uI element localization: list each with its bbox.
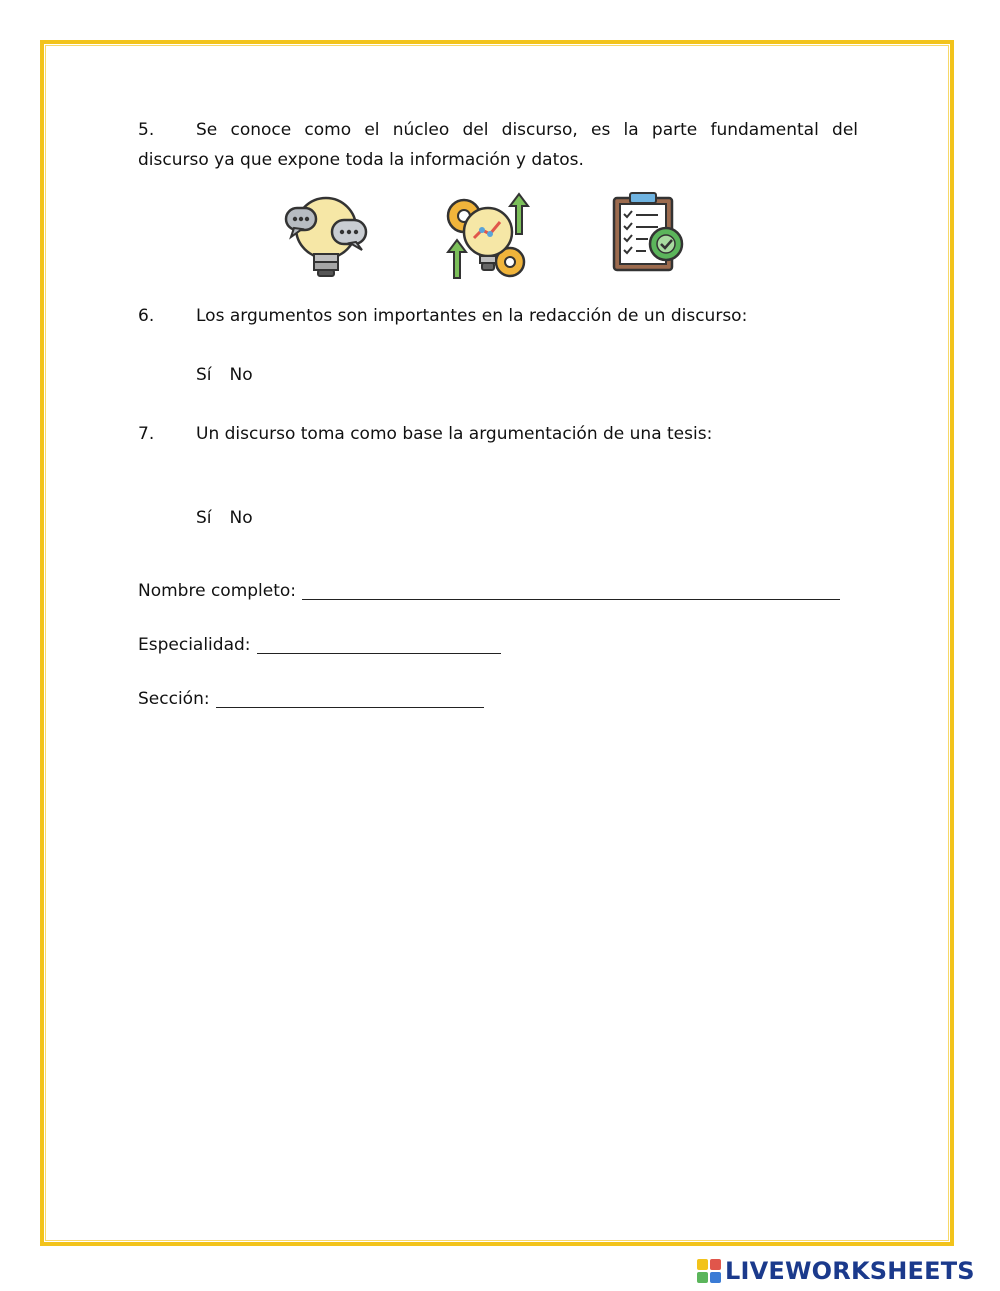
specialty-field-row <box>138 630 501 660</box>
question-6 <box>138 301 747 331</box>
question-5-number: 5. <box>138 120 155 140</box>
section-field[interactable] <box>216 687 484 708</box>
question-5-line-1 <box>138 115 858 145</box>
question-6-text: Los argumentos son importantes en la redacción de un discurso: <box>196 306 748 326</box>
question-7-option-yes[interactable]: Sí <box>196 508 212 528</box>
name-field-label: Nombre completo: <box>138 581 297 601</box>
clipboard-checklist-icon <box>610 190 690 274</box>
name-field[interactable] <box>302 579 840 600</box>
specialty-field[interactable] <box>257 633 501 654</box>
lightbulb-speech-bubbles-icon <box>282 190 372 282</box>
question-7 <box>138 419 712 449</box>
section-field-label: Sección: <box>138 689 210 709</box>
question-7-text: Un discurso toma como base la argumentación de una tesis: <box>196 424 713 444</box>
question-5 <box>138 115 858 175</box>
question-6-number: 6. <box>138 306 155 326</box>
question-6-options <box>196 360 271 390</box>
question-6-option-yes[interactable]: Sí <box>196 365 212 385</box>
name-field-row <box>138 576 840 606</box>
question-6-option-no[interactable]: No <box>229 365 253 385</box>
liveworksheets-logo <box>697 1256 975 1286</box>
section-field-row <box>138 684 484 714</box>
question-7-options <box>196 503 271 533</box>
liveworksheets-wordmark: LIVEWORKSHEETS <box>725 1257 975 1285</box>
question-5-text: Se conoce como el núcleo del discurso, es la parte fundamental del <box>196 120 858 140</box>
question-5-line-2: discurso ya que expone toda la información y datos. <box>138 150 584 170</box>
liveworksheets-mark-icon <box>697 1259 721 1283</box>
illustration-row <box>280 190 700 285</box>
question-7-number: 7. <box>138 424 155 444</box>
lightbulb-gears-growth-icon <box>442 190 534 282</box>
question-7-option-no[interactable]: No <box>229 508 253 528</box>
specialty-field-label: Especialidad: <box>138 635 251 655</box>
